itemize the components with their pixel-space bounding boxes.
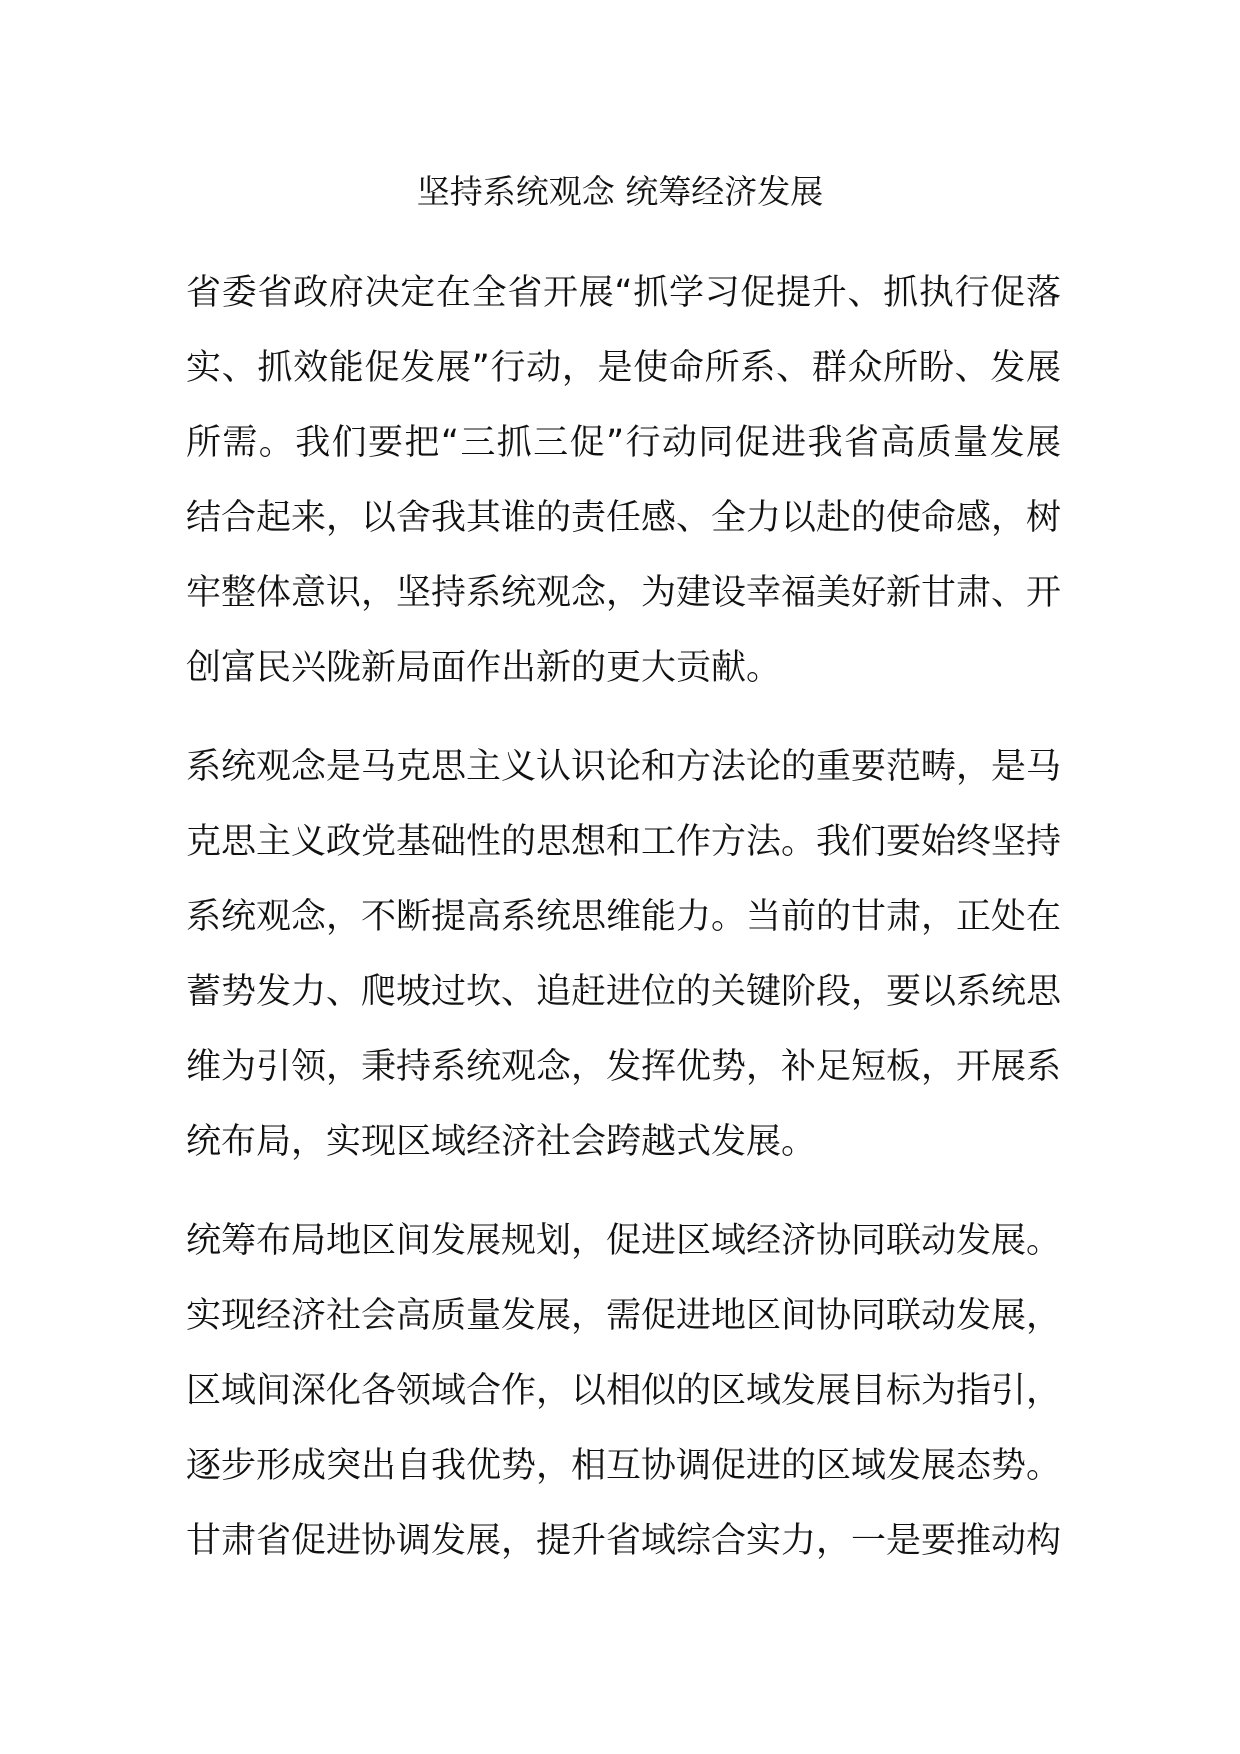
text-line: 所需。我们要把“三抓三促”行动同促进我省高质量发展 [186,423,1061,463]
text-line: 区域间深化各领域合作，以相似的区域发展目标为指引， [186,1371,1062,1411]
text-line: 克思主义政党基础性的思想和工作方法。我们要始终坚持 [186,822,1062,862]
text-line: 实、抓效能促发展”行动，是使命所系、群众所盼、发展 [186,348,1061,388]
text-line: 实现经济社会高质量发展，需促进地区间协同联动发展， [186,1296,1062,1336]
text-line: 系统观念是马克思主义认识论和方法论的重要范畴，是马 [186,747,1062,787]
text-line: 牢整体意识，坚持系统观念，为建设幸福美好新甘肃、开 [186,573,1062,613]
document-title: 坚持系统观念 统筹经济发展 [416,172,824,211]
paragraph-1 [186,256,1061,706]
text-line: 省委省政府决定在全省开展“抓学习促提升、抓执行促落 [186,273,1061,313]
text-line: 统布局，实现区域经济社会跨越式发展。 [186,1122,817,1162]
text-line: 结合起来，以舍我其谁的责任感、全力以赴的使命感，树 [186,498,1062,538]
text-line: 统筹布局地区间发展规划，促进区域经济协同联动发展。 [186,1221,1062,1261]
document-body [186,256,1061,1603]
paragraph-2 [186,730,1061,1180]
text-line: 蓄势发力、爬坡过坎、追赶进位的关键阶段，要以系统思 [186,972,1062,1012]
text-line: 维为引领，秉持系统观念，发挥优势，补足短板，开展系 [186,1047,1062,1087]
text-line: 逐步形成突出自我优势，相互协调促进的区域发展态势。 [186,1446,1062,1486]
text-line: 系统观念，不断提高系统思维能力。当前的甘肃，正处在 [186,897,1062,937]
text-line: 创富民兴陇新局面作出新的更大贡献。 [186,648,782,688]
text-line: 甘肃省促进协调发展，提升省域综合实力，一是要推动构 [186,1521,1062,1561]
paragraph-3 [186,1204,1061,1579]
